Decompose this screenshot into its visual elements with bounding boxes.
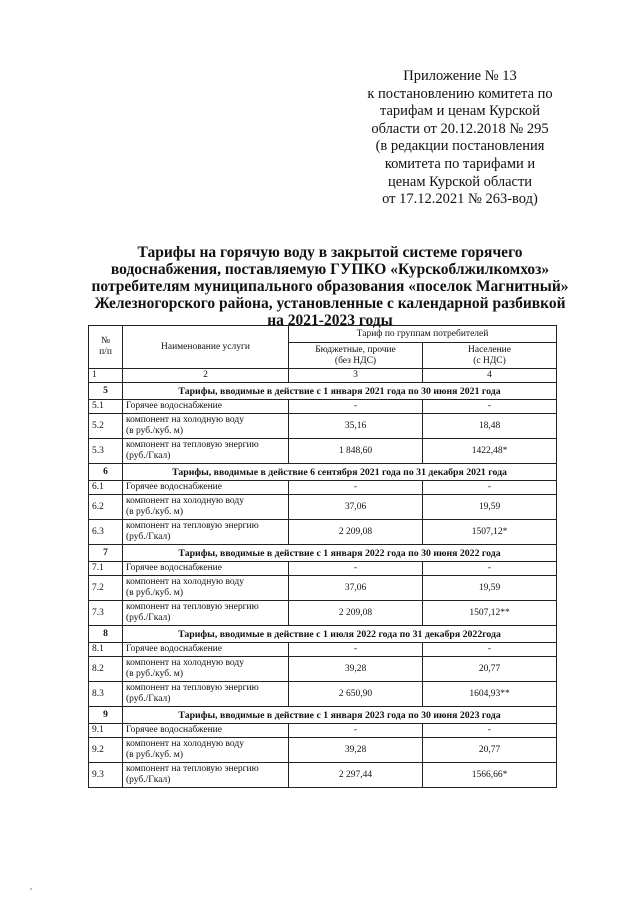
table-row [89,643,557,657]
row-number: 7.3 [89,601,123,626]
tariff-budget: 37,06 [289,576,423,601]
title-line: потребителям муниципального образования «поселок Магнитный» [91,278,569,295]
service-name: компонент на холодную воду (в руб./куб. м) [123,414,289,439]
table-row [89,562,557,576]
table-row [89,481,557,495]
tariff-budget: 2 650,90 [289,682,423,707]
tariff-budget: 2 209,08 [289,520,423,545]
period-number: 9 [89,707,123,724]
service-name: Горячее водоснабжение [123,724,289,738]
title-line: Тарифы на горячую воду в закрытой системе горячего [137,244,523,261]
service-name: компонент на тепловую энергию (руб./Гкал) [123,520,289,545]
table-header-row [89,326,557,343]
header-no: № п/п [89,326,123,369]
tariff-population: - [423,400,557,414]
tariff-population: 19,59 [423,576,557,601]
header-tariff-group: Тариф по группам потребителей [289,326,557,343]
tariff-population: - [423,724,557,738]
table-row [89,576,557,601]
service-name: Горячее водоснабжение [123,562,289,576]
document-title [60,244,600,329]
table-row [89,414,557,439]
table-row [89,400,557,414]
scan-speck [30,888,32,890]
period-header-row [89,626,557,643]
title-line: на 2021-2023 годы [267,312,393,329]
tariff-population: 1566,66* [423,763,557,788]
service-name: компонент на тепловую энергию (руб./Гкал) [123,763,289,788]
period-title: Тарифы, вводимые в действие с 1 января 2023 года по 30 июня 2023 года [123,707,557,724]
service-name: Горячее водоснабжение [123,643,289,657]
period-title: Тарифы, вводимые в действие с 1 января 2021 года по 30 июня 2021 года [123,383,557,400]
row-number: 8.1 [89,643,123,657]
tariff-budget: 2 297,44 [289,763,423,788]
row-number: 6.1 [89,481,123,495]
row-number: 5.2 [89,414,123,439]
service-name: Горячее водоснабжение [123,481,289,495]
col-number: 1 [89,369,123,383]
tariff-population: 1422,48* [423,439,557,464]
appendix-line: от 17.12.2021 № 263-вод) [382,191,538,208]
tariff-population: 1507,12* [423,520,557,545]
title-line: Железногорского района, установленные с календарной разбивкой [94,295,566,312]
tariff-budget: 1 848,60 [289,439,423,464]
table-row [89,682,557,707]
tariff-population: 1604,93** [423,682,557,707]
service-name: компонент на холодную воду (в руб./куб. м) [123,657,289,682]
col-number: 3 [289,369,423,383]
period-title: Тарифы, вводимые в действие с 1 июля 2022 года по 31 декабря 2022года [123,626,557,643]
tariff-budget: 37,06 [289,495,423,520]
service-name: компонент на холодную воду (в руб./куб. м) [123,495,289,520]
period-header-row [89,545,557,562]
tariff-budget: - [289,562,423,576]
appendix-line: (в редакции постановления [375,138,545,155]
col-number: 2 [123,369,289,383]
period-header-row [89,707,557,724]
tariff-budget: - [289,724,423,738]
row-number: 8.3 [89,682,123,707]
period-header-row [89,464,557,481]
service-name: компонент на тепловую энергию (руб./Гкал) [123,682,289,707]
tariff-population: 1507,12** [423,601,557,626]
service-name: компонент на тепловую энергию (руб./Гкал) [123,601,289,626]
period-number: 6 [89,464,123,481]
tariff-budget: 2 209,08 [289,601,423,626]
tariff-table [88,325,557,788]
appendix-line: Приложение № 13 [403,68,517,84]
table-row [89,657,557,682]
appendix-line: области от 20.12.2018 № 295 [371,120,549,137]
tariff-population: 18,48 [423,414,557,439]
row-number: 9.1 [89,724,123,738]
table-row [89,763,557,788]
header-budget: Бюджетные, прочие (без НДС) [289,343,423,369]
header-service: Наименование услуги [123,326,289,369]
tariff-population: - [423,643,557,657]
tariff-population: - [423,481,557,495]
service-name: компонент на холодную воду (в руб./куб. м) [123,738,289,763]
row-number: 9.3 [89,763,123,788]
tariff-budget: - [289,400,423,414]
row-number: 6.3 [89,520,123,545]
header-population: Население (с НДС) [423,343,557,369]
tariff-population: - [423,562,557,576]
table-row [89,724,557,738]
period-number: 7 [89,545,123,562]
tariff-population: 20,77 [423,657,557,682]
service-name: компонент на холодную воду (в руб./куб. м) [123,576,289,601]
table-row [89,520,557,545]
row-number: 6.2 [89,495,123,520]
appendix-line: ценам Курской области [387,173,533,190]
tariff-population: 20,77 [423,738,557,763]
row-number: 5.3 [89,439,123,464]
period-number: 5 [89,383,123,400]
tariff-population: 19,59 [423,495,557,520]
appendix-reference [340,68,580,209]
period-number: 8 [89,626,123,643]
service-name: компонент на тепловую энергию (руб./Гкал) [123,439,289,464]
row-number: 9.2 [89,738,123,763]
appendix-line: тарифам и ценам Курской [379,103,540,120]
table-row [89,495,557,520]
column-number-row [89,369,557,383]
period-title: Тарифы, вводимые в действие 6 сентября 2021 года по 31 декабря 2021 года [123,464,557,481]
period-title: Тарифы, вводимые в действие с 1 января 2022 года по 30 июня 2022 года [123,545,557,562]
service-name: Горячее водоснабжение [123,400,289,414]
tariff-budget: 39,28 [289,738,423,763]
row-number: 8.2 [89,657,123,682]
table-row [89,738,557,763]
appendix-line: комитета по тарифами и [384,155,536,172]
row-number: 7.2 [89,576,123,601]
tariff-budget: - [289,643,423,657]
table-row [89,601,557,626]
table-row [89,439,557,464]
row-number: 5.1 [89,400,123,414]
tariff-budget: - [289,481,423,495]
col-number: 4 [423,369,557,383]
row-number: 7.1 [89,562,123,576]
title-line: водоснабжения, поставляемую ГУПКО «Курскоблжилкомхоз» [110,261,550,278]
appendix-line: к постановлению комитета по [367,85,553,102]
period-header-row [89,383,557,400]
tariff-budget: 39,28 [289,657,423,682]
tariff-budget: 35,16 [289,414,423,439]
